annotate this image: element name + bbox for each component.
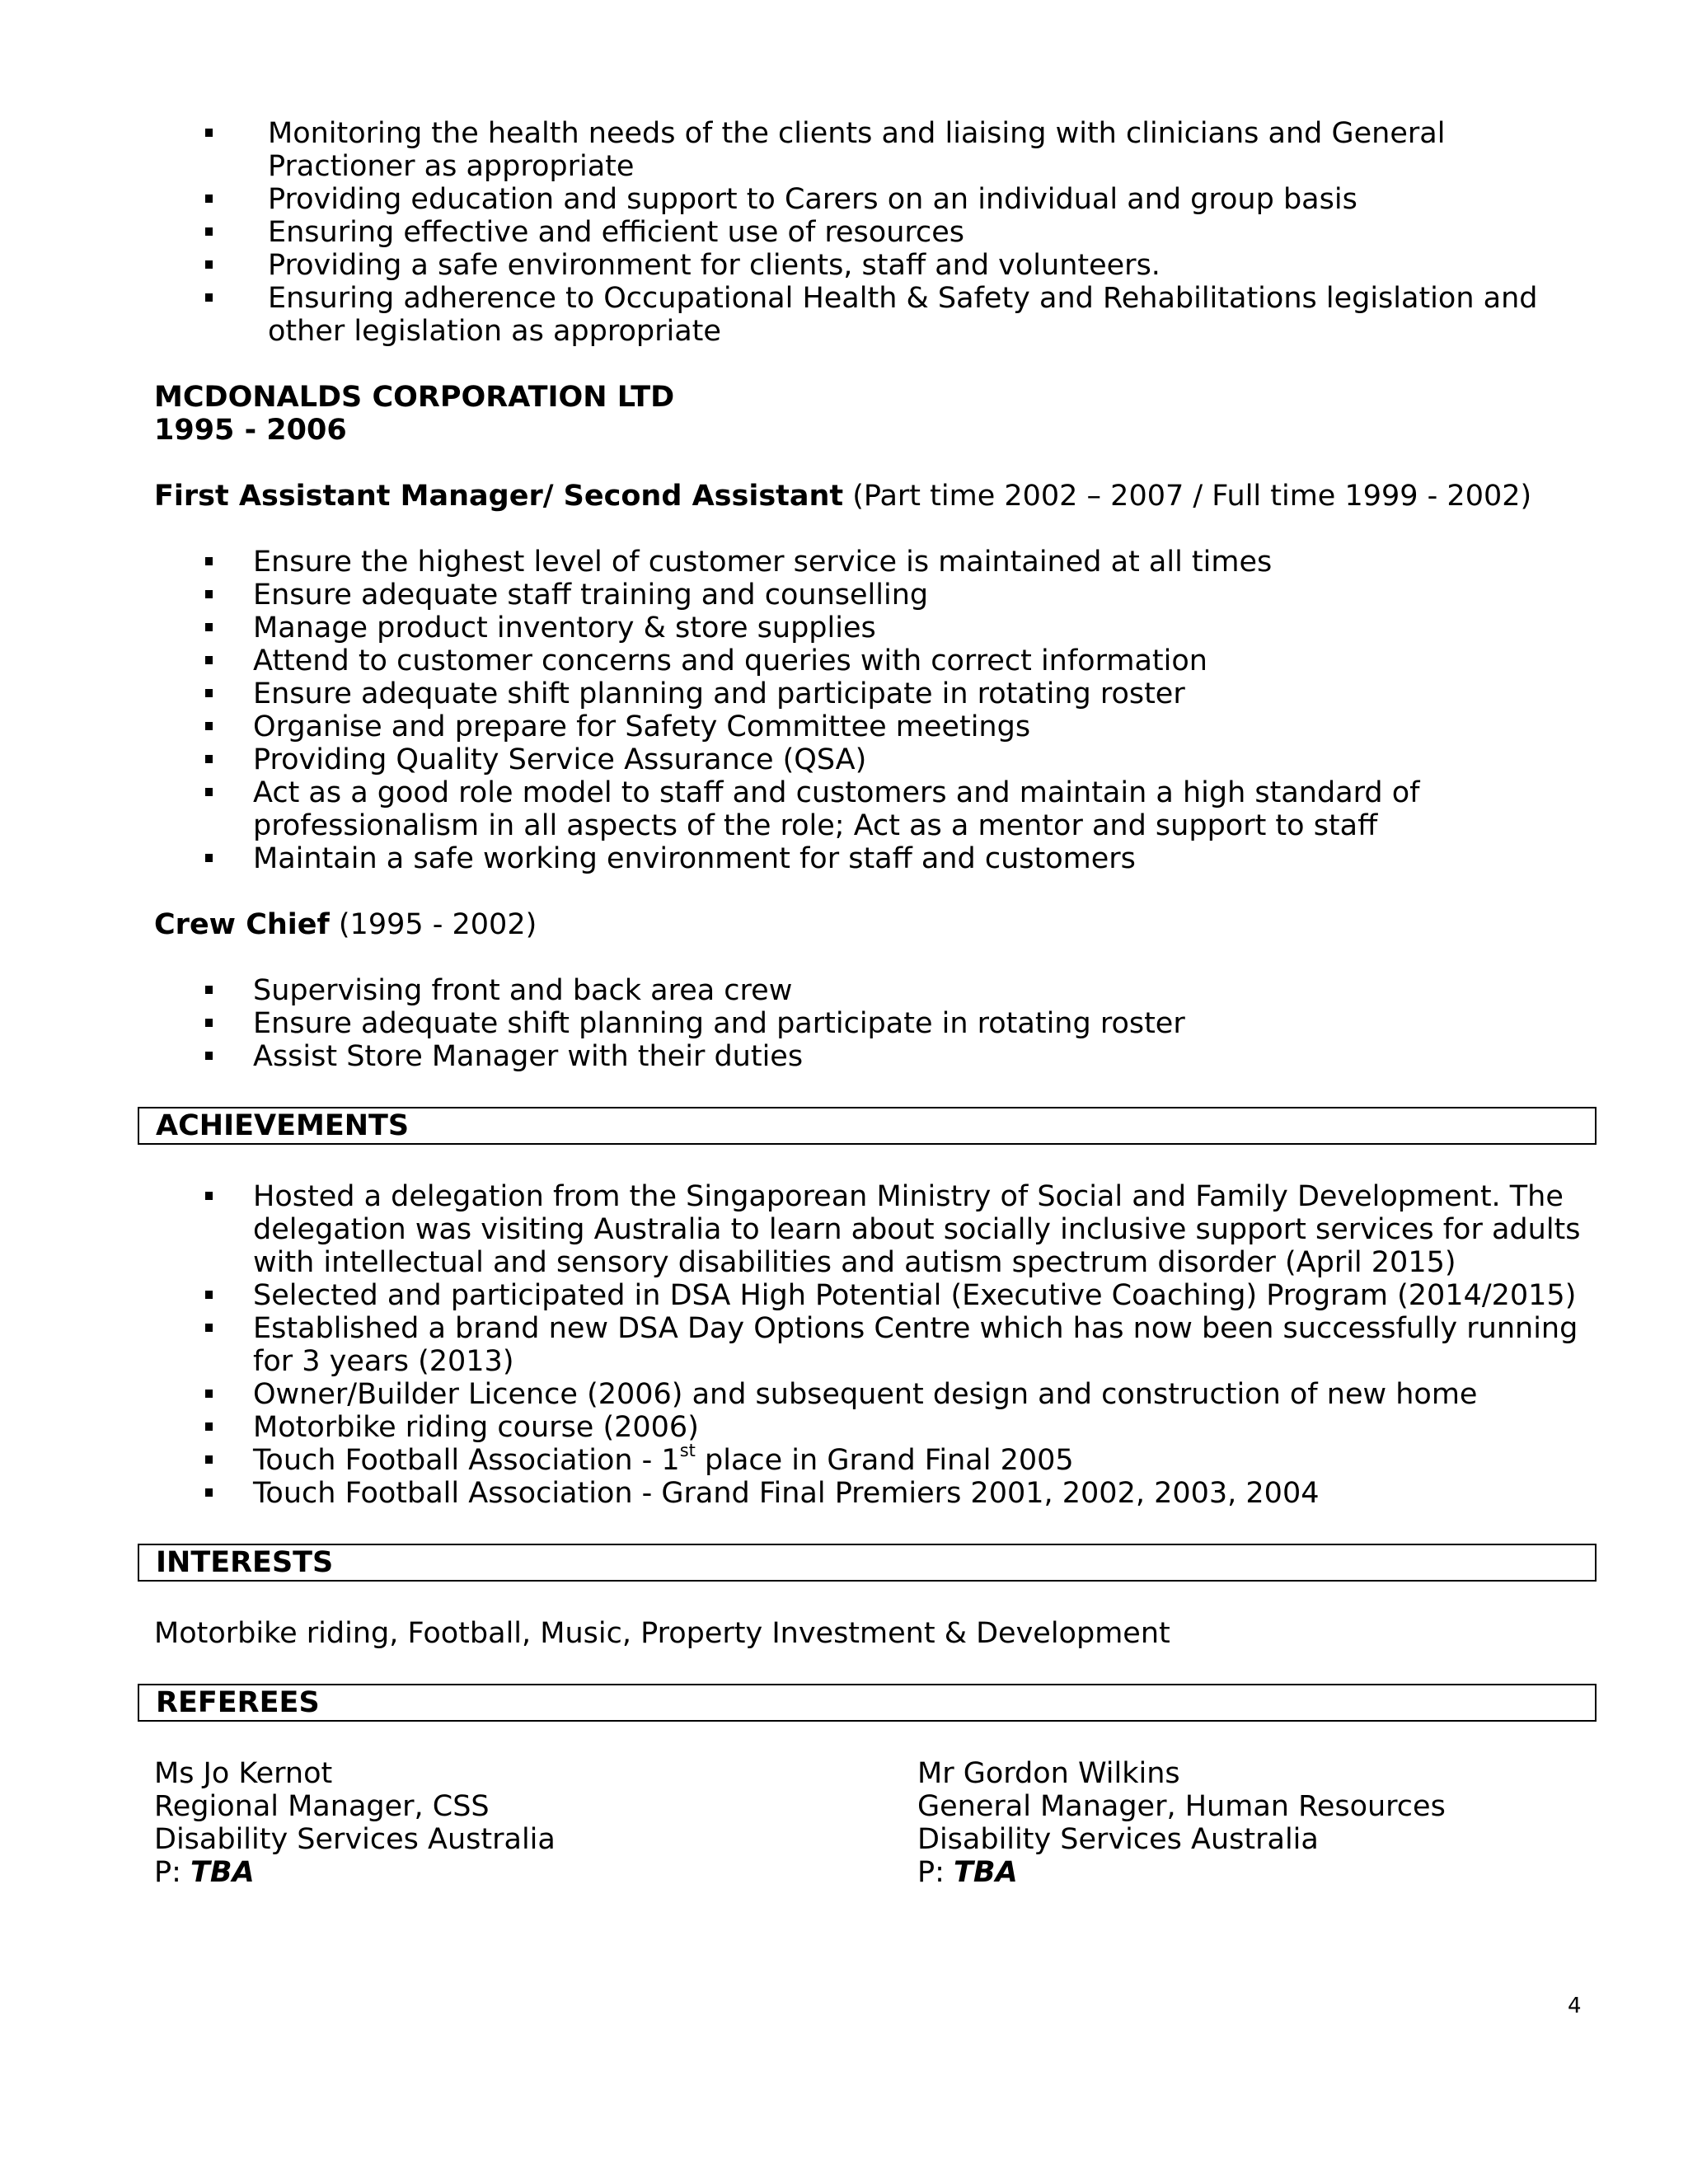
bullet-icon xyxy=(205,1488,213,1497)
section-heading-referees: REFEREES xyxy=(138,1684,1597,1722)
list-item: Organise and prepare for Safety Committee meetings xyxy=(205,710,1590,743)
role-period: (1995 - 2002) xyxy=(329,908,537,941)
list-item: Manage product inventory & store supplies xyxy=(205,612,1590,644)
list-item: Assist Store Manager with their duties xyxy=(205,1040,1590,1073)
interests-text: Motorbike riding, Football, Music, Property Investment & Development xyxy=(154,1617,1170,1650)
list-item: Touch Football Association - Grand Final Premiers 2001, 2002, 2003, 2004 xyxy=(205,1477,1590,1510)
referee-name: Mr Gordon Wilkins xyxy=(917,1757,1180,1790)
bullet-icon xyxy=(205,129,213,137)
role-title: Crew Chief xyxy=(154,908,330,941)
bullet-icon xyxy=(205,854,213,862)
role-title: First Assistant Manager/ Second Assistant xyxy=(154,480,844,513)
list-item: Ensuring adherence to Occupational Health & Safety and Rehabilitations legislation and other legislation as appropriate xyxy=(205,282,1590,348)
bullet-icon xyxy=(205,1455,213,1464)
list-item: Monitoring the health needs of the clients and liaising with clinicians and General Practioner as appropriate xyxy=(205,117,1590,183)
list-item: Ensure adequate shift planning and participate in rotating roster xyxy=(205,1007,1590,1040)
list-item: Maintain a safe working environment for staff and customers xyxy=(205,842,1590,875)
bullet-icon xyxy=(205,590,213,598)
role-period: (Part time 2002 – 2007 / Full time 1999 - 2002) xyxy=(843,480,1532,513)
list-item: Hosted a delegation from the Singaporean Ministry of Social and Family Development. The delegation was visiting Australia to learn about socially inclusive support services for adults with intellectual and sensory disabilities and autism spectrum disorder (April 2015) xyxy=(205,1180,1590,1279)
list-item: Providing Quality Service Assurance (QSA) xyxy=(205,743,1590,776)
bullet-icon xyxy=(205,260,213,269)
role-duties-list xyxy=(205,974,1590,1073)
list-item: Owner/Builder Licence (2006) and subsequent design and construction of new home xyxy=(205,1378,1590,1411)
bullet-icon xyxy=(205,1192,213,1200)
role-heading xyxy=(154,480,1531,513)
list-item: Ensure adequate shift planning and participate in rotating roster xyxy=(205,677,1590,710)
section-heading-achievements: ACHIEVEMENTS xyxy=(138,1107,1597,1145)
list-item: Act as a good role model to staff and customers and maintain a high standard of professionalism in all aspects of the role; Act as a mentor and support to staff xyxy=(205,776,1590,842)
bullet-icon xyxy=(205,788,213,796)
referee-card xyxy=(154,1757,556,1889)
company-years: 1995 - 2006 xyxy=(154,414,347,447)
list-item: Ensure adequate staff training and counselling xyxy=(205,579,1590,612)
duties-list xyxy=(205,117,1590,348)
list-item: Ensuring effective and efficient use of resources xyxy=(205,216,1590,249)
bullet-icon xyxy=(205,1390,213,1398)
bullet-icon xyxy=(205,1324,213,1332)
referee-card xyxy=(917,1757,1446,1889)
referee-phone: P: TBA xyxy=(917,1856,1018,1889)
list-item: Touch Football Association - 1st place in Grand Final 2005 xyxy=(205,1444,1590,1477)
list-item: Providing education and support to Carers on an individual and group basis xyxy=(205,183,1590,216)
referee-title: General Manager, Human Resources xyxy=(917,1790,1446,1823)
page-number: 4 xyxy=(1568,1994,1582,2018)
bullet-icon xyxy=(205,986,213,994)
list-item: Providing a safe environment for clients, staff and volunteers. xyxy=(205,249,1590,282)
bullet-icon xyxy=(205,656,213,664)
bullet-icon xyxy=(205,1052,213,1060)
bullet-icon xyxy=(205,194,213,203)
bullet-icon xyxy=(205,293,213,302)
referee-title: Regional Manager, CSS xyxy=(154,1790,490,1823)
bullet-icon xyxy=(205,689,213,697)
achievements-list xyxy=(205,1180,1590,1510)
referee-org: Disability Services Australia xyxy=(917,1823,1319,1856)
bullet-icon xyxy=(205,1422,213,1431)
referee-name: Ms Jo Kernot xyxy=(154,1757,333,1790)
bullet-icon xyxy=(205,227,213,236)
role-duties-list xyxy=(205,546,1590,875)
referee-org: Disability Services Australia xyxy=(154,1823,556,1856)
list-item: Established a brand new DSA Day Options Centre which has now been successfully running for 3 years (2013) xyxy=(205,1312,1590,1378)
list-item: Supervising front and back area crew xyxy=(205,974,1590,1007)
list-item: Selected and participated in DSA High Potential (Executive Coaching) Program (2014/2015) xyxy=(205,1279,1590,1312)
section-heading-interests: INTERESTS xyxy=(138,1544,1597,1582)
bullet-icon xyxy=(205,623,213,631)
list-item: Ensure the highest level of customer service is maintained at all times xyxy=(205,546,1590,579)
list-item: Motorbike riding course (2006) xyxy=(205,1411,1590,1444)
bullet-icon xyxy=(205,755,213,763)
bullet-icon xyxy=(205,557,213,565)
role-heading xyxy=(154,908,537,941)
bullet-icon xyxy=(205,722,213,730)
company-name: MCDONALDS CORPORATION LTD xyxy=(154,381,675,414)
list-item: Attend to customer concerns and queries with correct information xyxy=(205,644,1590,677)
referee-phone: P: TBA xyxy=(154,1856,255,1889)
bullet-icon xyxy=(205,1019,213,1027)
bullet-icon xyxy=(205,1291,213,1299)
